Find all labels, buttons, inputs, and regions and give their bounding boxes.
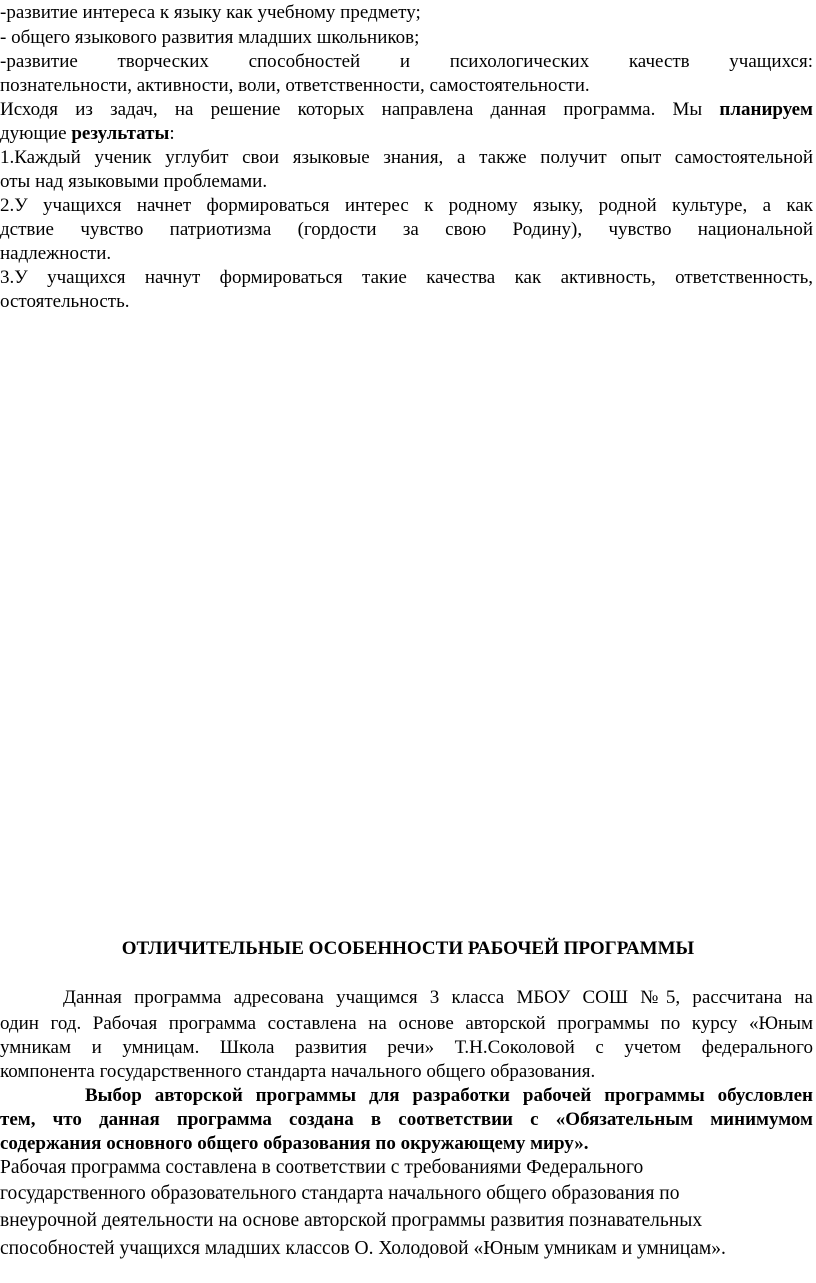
text-line <box>0 123 813 145</box>
section-title: ОТЛИЧИТЕЛЬНЫЕ ОСОБЕННОСТИ РАБОЧЕЙ ПРОГРАММЫ <box>121 938 695 959</box>
paragraph-line: внеурочной деятельности на основе авторской программы развития познавательных <box>0 1210 703 1231</box>
bold-text: результаты <box>71 123 170 144</box>
text-line <box>0 99 813 121</box>
text-span: Исходя из задач, на решение которых направлена данная программа. Мы <box>0 99 720 120</box>
paragraph-line: способностей учащихся младших классов О. Холодовой «Юным умникам и умницам». <box>0 1238 726 1259</box>
bold-paragraph-line: Выбор авторской программы для разработки рабочей программы обусловлен <box>85 1085 813 1106</box>
text-span: : <box>169 123 175 144</box>
text-line: - общего языкового развития младших школьников; <box>0 27 420 48</box>
paragraph-line: государственного образовательного стандарта начального общего образования по <box>0 1183 680 1204</box>
text-line: 1.Каждый ученик углубит свои языковые знания, а также получит опыт самостоятельной <box>0 147 813 168</box>
bold-paragraph-line: тем, что данная программа создана в соответствии с «Обязательным минимумом <box>0 1109 813 1130</box>
text-line: остоятельность. <box>0 291 130 312</box>
text-line: познательности, активности, воли, ответственности, самостоятельности. <box>0 75 590 96</box>
paragraph-line: компонента государственного стандарта начального общего образования. <box>0 1061 596 1082</box>
paragraph-line: Рабочая программа составлена в соответствии с требованиями Федерального <box>0 1157 644 1178</box>
paragraph-line: умникам и умницам. Школа развития речи» Т.Н.Соколовой с учетом федерального <box>0 1037 813 1058</box>
text-line: -развитие интереса к языку как учебному предмету; <box>0 2 421 23</box>
text-line: 2.У учащихся начнет формироваться интерес к родному языку, родной культуре, а как <box>0 195 813 216</box>
text-line: дствие чувство патриотизма (гордости за свою Родину), чувство национальной <box>0 219 813 240</box>
bold-text: планируем <box>719 99 813 120</box>
text-line: -развитие творческих способностей и психологических качеств учащихся: <box>0 51 813 72</box>
text-line: 3.У учащихся начнут формироваться такие качества как активность, ответственность, <box>0 267 813 288</box>
text-span: дующие <box>0 123 72 144</box>
bold-paragraph-line: содержания основного общего образования по окружающему миру». <box>0 1133 589 1154</box>
paragraph-line: Данная программа адресована учащимся 3 класса МБОУ СОШ №5, рассчитана на <box>63 987 813 1008</box>
text-line: надлежности. <box>0 243 112 264</box>
paragraph-line: один год. Рабочая программа составлена на основе авторской программы по курсу «Юным <box>0 1013 813 1034</box>
text-line: оты над языковыми проблемами. <box>0 171 268 192</box>
